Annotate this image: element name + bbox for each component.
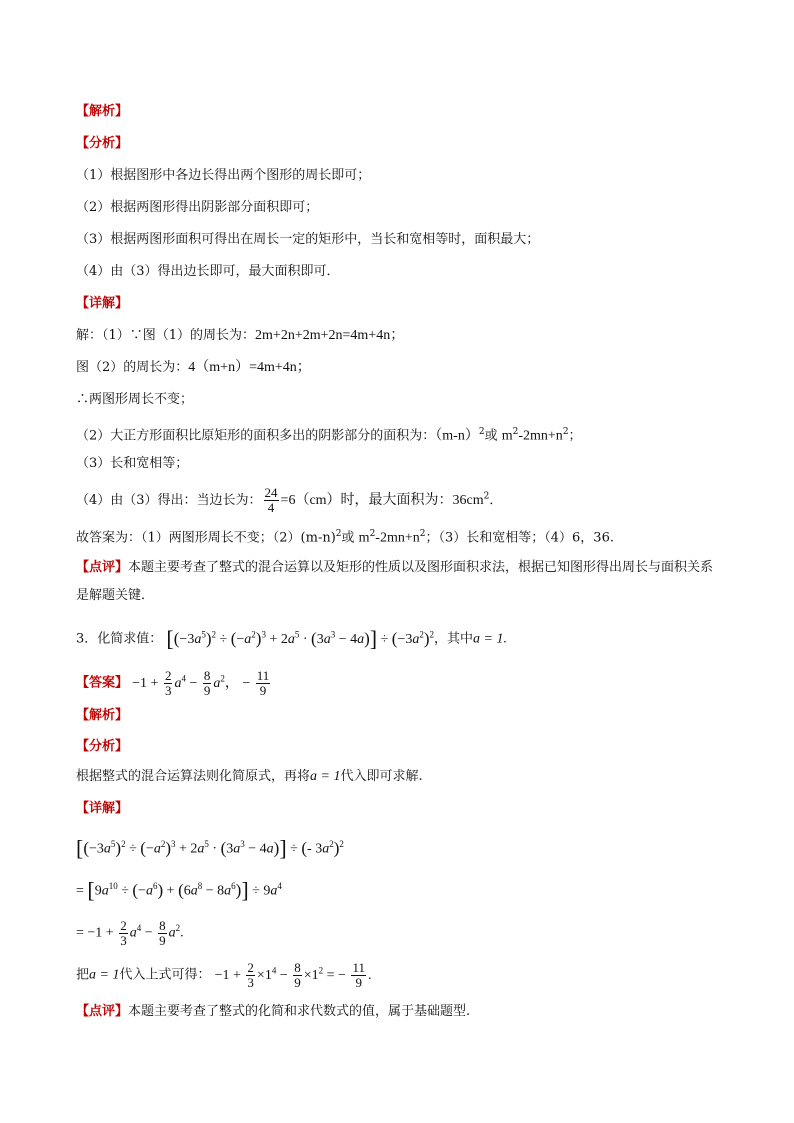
detail-4-end: ； (568, 428, 582, 444)
detail-line-1 (76, 326, 404, 346)
detail-line-3: ∴两图形周长不变； (76, 392, 194, 407)
detail-2-formula: 4（m+n）=4m+4n； (188, 360, 311, 375)
answer-q3-expression: −1 + $\frac{2}{3}$ $a^4$ − $\frac{8}{9}$ $a^2$， − $\frac{11}{9}$ (132, 667, 270, 698)
detail-4-or: 或 (484, 428, 498, 444)
detail-q3-step-2: = $[9a^{10} \div (-a^6) + (6a^8 - 8a^6)] \div 9a^4$ (76, 877, 282, 903)
answer-1: 故答案为：（1）两图形周长不变；（2）(m-n) (76, 530, 336, 546)
detail-q3-step-3: = −1 + $\frac{2}{3}$ $a^4$ − $\frac{8}{9}$ $a^2$. (76, 917, 184, 948)
review-paragraph-2 (76, 1002, 470, 1022)
detail-6-prefix: （4）由（3）得出：当边长为： (76, 493, 262, 508)
detail-6-end: ． (489, 493, 503, 508)
analysis-line-1: （1）根据图形中各边长得出两个图形的周长即可； (76, 168, 371, 183)
detail-4-b: m (501, 428, 513, 444)
review-tag-2: 【点评】 (76, 1004, 129, 1019)
substitution-expression: −1 + $\frac{2}{3}$ $\times 1^4$ − $\frac{8}{9}$ $\times 1^2$ = − $\frac{11}{9}$ . (214, 959, 372, 990)
detail-1-formula: 2m+2n+2m+2n=4m+4n； (255, 328, 405, 343)
detail-4-a: （m-n） (435, 428, 479, 444)
review-text-2: 本题主要考查了整式的化简和求代数式的值，属于基础题型. (128, 1004, 471, 1019)
answer-tag: 【答案】 (76, 675, 129, 691)
question-3 (76, 624, 507, 650)
detail-line-5: （3）长和宽相等； (76, 456, 189, 471)
detail-1-prefix: 解：（1）∵图（1）的周长为： (76, 328, 256, 343)
heading-xiangjie: 【详解】 (76, 296, 129, 311)
review-text-1: 本题主要考查了整式的混合运算以及矩形的性质以及图形面积求法，根据已知图形得出周长与面积关系是解题关键． (76, 560, 714, 603)
heading-fenxi: 【分析】 (76, 136, 129, 151)
answer-q3 (76, 668, 272, 698)
analysis-line-2: （2）根据两图形得出阴影部分面积即可； (76, 200, 319, 215)
heading-jiexi: 【解析】 (76, 104, 129, 119)
detail-q3-step-1: $[(-3a^5)^2 \div (-a^2)^3 + 2a^5 \cdot (3a^3 - 4a)]$ ÷ (- $3a^2)^2$ (76, 835, 344, 861)
review-tag: 【点评】 (76, 560, 129, 575)
heading-fenxi-2: 【分析】 (76, 739, 129, 754)
question-3-expression: $[(-3a^5)^2 \div (-a^2)^3 + 2a^5 \cdot (3a^3 - 4a)] \div (-3a^2)^2$ (166, 625, 435, 651)
detail-2-prefix: 图（2）的周长为： (76, 360, 189, 375)
question-3-condition: a = 1. (473, 631, 507, 647)
fraction-24-over-4: $\frac{24}{4}$ (264, 485, 278, 515)
detail-4-prefix: （2）大正方形面积比原矩形的面积多出的阴影部分的面积为： (76, 428, 436, 444)
heading-xiangjie-2: 【详解】 (76, 801, 129, 816)
detail-q3-substitution: 把a = 1代入上式可得： −1 + $\frac{2}{3}$ $\times 1^4$ − $\frac{8}{9}$ $\times 1^2$ = − $\frac{11}{9}$ . (76, 959, 372, 990)
detail-6-mid: =6（cm）时，最大面积为：36cm (280, 493, 484, 508)
question-3-suffix: ，其中 (434, 631, 474, 647)
analysis-line-3: （3）根据两图形面积可得出在周长一定的矩形中，当长和宽相等时，面积最大； (76, 232, 540, 247)
question-3-prefix: 3．化简求值： (76, 631, 163, 647)
analysis-q3: 根据整式的混合运算法则化简原式，再将a = 1代入即可求解. (76, 769, 423, 784)
detail-4-c: -2mn+n (518, 428, 563, 444)
answer-line: 故答案为：（1）两图形周长不变；$(2)(m-n)^2$或 $m^2-2mn+n^2$；（3）长和宽相等；（4）6，36. (76, 529, 614, 546)
detail-line-4: （2）大正方形面积比原矩形的面积多出的阴影部分的面积为：$(m-n)^2$或 $m^2-2mn+n^2$； (76, 427, 582, 444)
detail-line-6: （4）由（3）得出：当边长为： $\frac{24}{4}$ =6（cm）时，最大面积为：$36cm^2$． (76, 485, 503, 515)
analysis-line-4: （4）由（3）得出边长即可，最大面积即可． (76, 264, 340, 279)
heading-jiexi-2: 【解析】 (76, 708, 129, 723)
review-paragraph-1 (76, 554, 726, 610)
detail-line-2 (76, 358, 311, 378)
